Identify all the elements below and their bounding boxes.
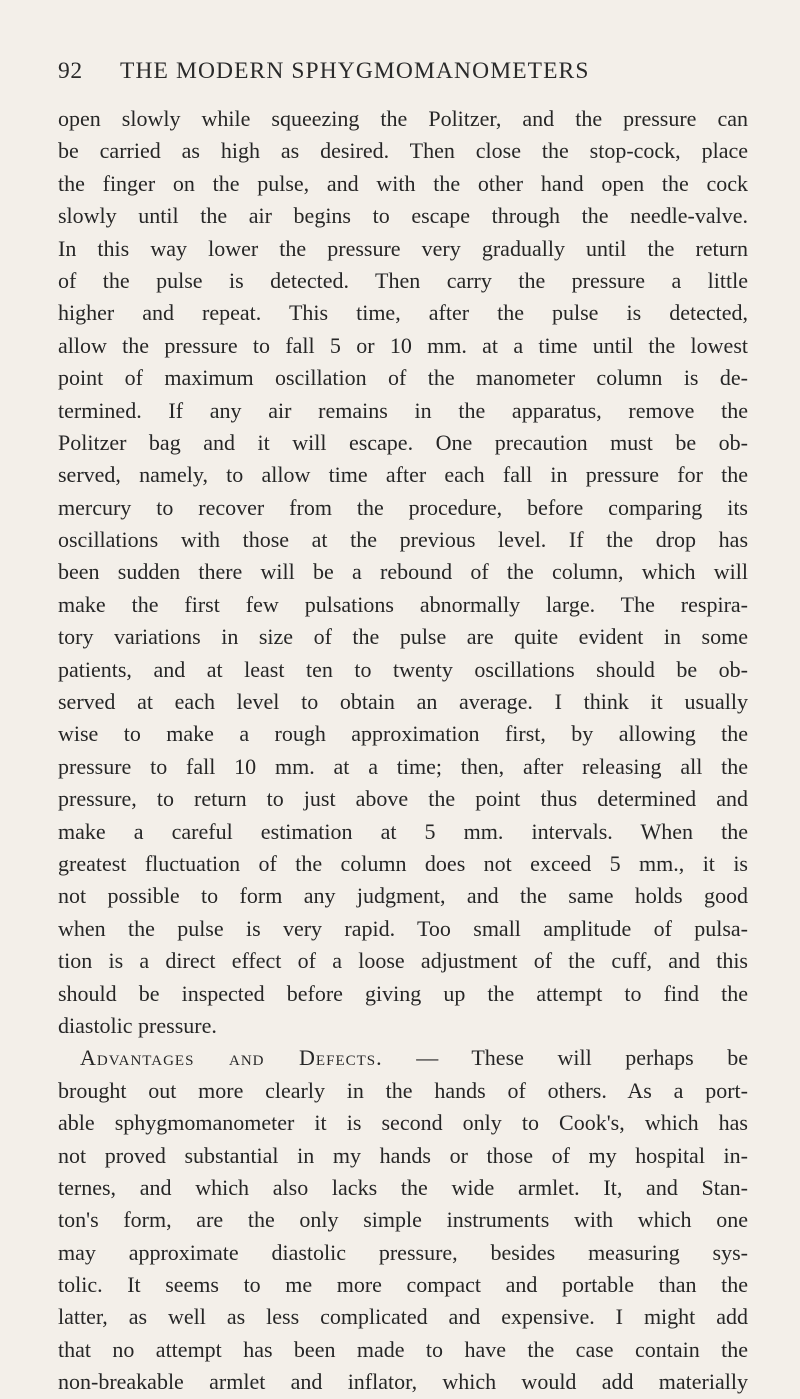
text-line: allow the pressure to fall 5 or 10 mm. at a time until the lowest bbox=[58, 332, 748, 358]
section-heading: Advantages and Defects. bbox=[80, 1045, 383, 1071]
running-title: THE MODERN SPHYGMOMANOMETERS bbox=[120, 58, 590, 84]
text-line: point of maximum oscillation of the manometer column is de- bbox=[58, 365, 748, 391]
text-line: be carried as high as desired. Then close the stop-cock, place bbox=[58, 138, 748, 164]
text-line: the finger on the pulse, and with the other hand open the cock bbox=[58, 170, 748, 196]
text-line: slowly until the air begins to escape through the needle-valve. bbox=[58, 203, 748, 229]
text-line: when the pulse is very rapid. Too small amplitude of pulsa- bbox=[58, 915, 748, 941]
text-line: able sphygmomanometer it is second only to Cook's, which has bbox=[58, 1110, 748, 1136]
text-line: Politzer bag and it will escape. One precaution must be ob- bbox=[58, 429, 748, 455]
running-head bbox=[58, 58, 748, 92]
text-line: not proved substantial in my hands or those of my hospital in- bbox=[58, 1142, 748, 1168]
text-line: patients, and at least ten to twenty oscillations should be ob- bbox=[58, 656, 748, 682]
text-line: latter, as well as less complicated and expensive. I might add bbox=[58, 1304, 748, 1330]
text-line: open slowly while squeezing the Politzer, and the pressure can bbox=[58, 106, 748, 131]
text-line: ton's form, are the only simple instruments with which one bbox=[58, 1207, 748, 1233]
text-line: tory variations in size of the pulse are quite evident in some bbox=[58, 624, 748, 650]
text-line: In this way lower the pressure very gradually until the return bbox=[58, 235, 748, 261]
text-line: tolic. It seems to me more compact and portable than the bbox=[58, 1272, 748, 1298]
paragraph-method bbox=[58, 103, 748, 1042]
text-line: termined. If any air remains in the apparatus, remove the bbox=[58, 397, 748, 423]
text-line: not possible to form any judgment, and the same holds good bbox=[58, 883, 748, 909]
text-line: diastolic pressure. bbox=[58, 1012, 217, 1038]
text-line: oscillations with those at the previous level. If the drop has bbox=[58, 527, 748, 553]
text-line: should be inspected before giving up the attempt to find the bbox=[58, 980, 748, 1006]
text-line: greatest fluctuation of the column does not exceed 5 mm., it is bbox=[58, 850, 748, 876]
page-number: 92 bbox=[58, 58, 83, 84]
text-line: non-breakable armlet and inflator, which would add materially bbox=[58, 1369, 748, 1395]
text-line: pressure, to return to just above the point thus determined and bbox=[58, 786, 748, 812]
text-line: make the first few pulsations abnormally large. The respira- bbox=[58, 591, 748, 617]
text-line: served, namely, to allow time after each fall in pressure for the bbox=[58, 462, 748, 488]
text-line: ternes, and which also lacks the wide armlet. It, and Stan- bbox=[58, 1174, 748, 1200]
text-line-segment: — These will perhaps be bbox=[382, 1045, 748, 1071]
text-line: pressure to fall 10 mm. at a time; then, after releasing all the bbox=[58, 753, 748, 779]
text-line: been sudden there will be a rebound of the column, which will bbox=[58, 559, 748, 585]
text-line: higher and repeat. This time, after the pulse is detected, bbox=[58, 300, 748, 326]
paragraph-advantages-defects bbox=[58, 1042, 748, 1398]
text-line: wise to make a rough approximation first, by allowing the bbox=[58, 721, 748, 747]
text-line: tion is a direct effect of a loose adjustment of the cuff, and this bbox=[58, 948, 748, 974]
text-line bbox=[58, 1042, 748, 1074]
text-line: of the pulse is detected. Then carry the pressure a little bbox=[58, 267, 748, 293]
text-line: may approximate diastolic pressure, besides measuring sys- bbox=[58, 1239, 748, 1265]
text-line: make a careful estimation at 5 mm. intervals. When the bbox=[58, 818, 748, 844]
text-line: served at each level to obtain an average. I think it usually bbox=[58, 689, 748, 715]
text-line: that no attempt has been made to have the case contain the bbox=[58, 1336, 748, 1362]
body-text bbox=[58, 103, 748, 1399]
text-line: mercury to recover from the procedure, before comparing its bbox=[58, 494, 748, 520]
text-line: brought out more clearly in the hands of others. As a port- bbox=[58, 1077, 748, 1103]
